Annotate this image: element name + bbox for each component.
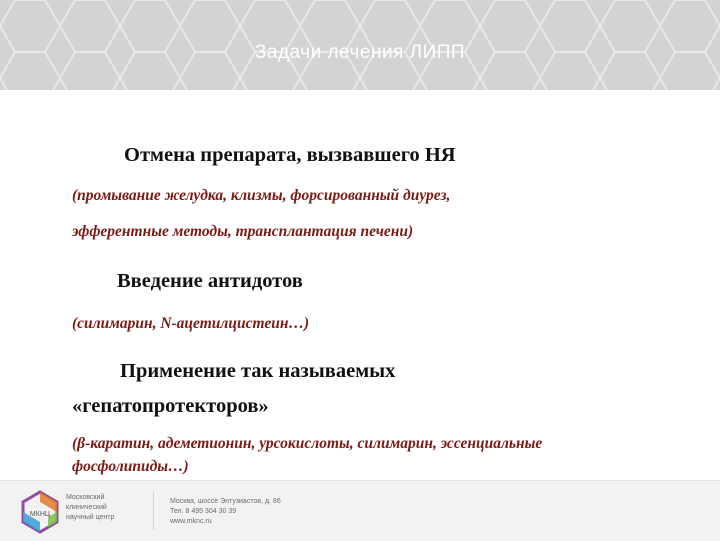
page-title: Задачи лечения ЛИПП: [254, 42, 466, 63]
heading-hepatoprotectors-line-1: Применение так называемых: [120, 360, 396, 382]
svg-text:МКНЦ: МКНЦ: [29, 511, 51, 518]
heading-hepatoprotectors-line-2: «гепатопротекторов»: [72, 395, 269, 417]
footer: [0, 480, 720, 541]
org-name-line-1: Московский: [66, 494, 105, 501]
heading-antidotes: Введение антидотов: [117, 270, 303, 292]
note-hepatoprotectors-line-1: (β-каратин, адеметионин, урсокислоты, силимарин, эссенциальные: [72, 435, 543, 452]
note-antidotes: (силимарин, N-ацетилцистеин…): [72, 315, 310, 332]
mknc-logo-icon: [20, 490, 60, 534]
phone-line: Тел. 8 495 304 30 39: [170, 508, 237, 515]
org-name-line-3: научный центр: [66, 514, 115, 521]
footer-divider: [153, 492, 154, 530]
org-name-line-2: клинический: [66, 504, 107, 511]
note-withdrawal-line-1: (промывание желудка, клизмы, форсированный диурез,: [72, 187, 451, 204]
address-line: Москва, шоссе Энтузиастов, д. 86: [170, 498, 281, 505]
slide-content: [0, 90, 720, 480]
website-link[interactable]: www.mknc.ru: [170, 518, 212, 525]
header-banner: [0, 0, 720, 90]
note-hepatoprotectors-line-2: фосфолипиды…): [72, 458, 189, 475]
note-withdrawal-line-2: эфферентные методы, трансплантация печени): [72, 223, 414, 240]
heading-drug-withdrawal: Отмена препарата, вызвавшего НЯ: [124, 144, 456, 166]
